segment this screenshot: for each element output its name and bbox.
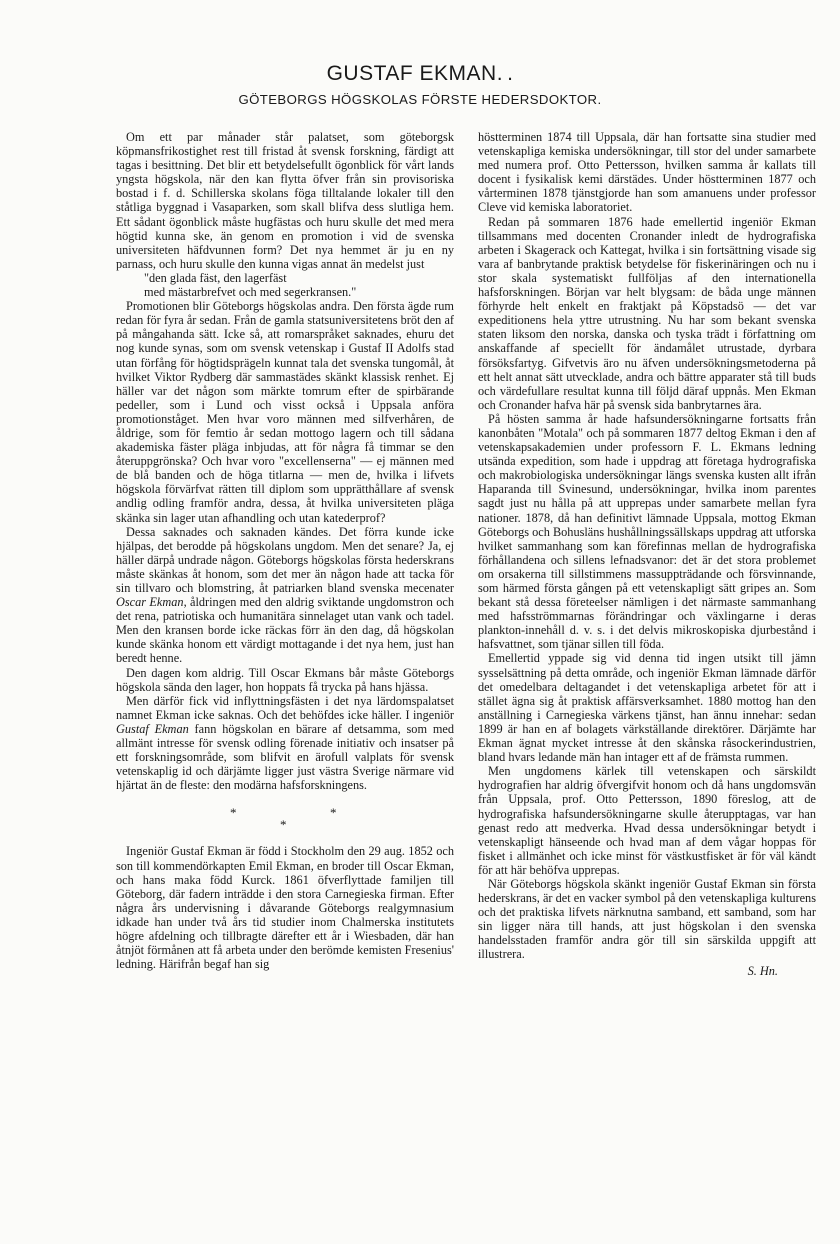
paragraph: Om ett par månader står palatset, som göteborgsk köpmansfrikostighet rest till fristad åt svensk forskning, färdigt att tagas i besittning. Det blir ett betydelsefullt ögonblick för vårt lands yngsta högskola, när den kan flytta öfver från sin provisoriska bostad i f. d. Schillerska skolans föga tilltalande lokaler till den ståtliga byggnad i Vasaparken, som skall blifva dess slutliga hem. Ett sådant ögonblick måste hugfästas och huru skulle det med mera högtid kunna ske, än genom en promotion i vid de svenska universiteten häfdvunnen form? Det nya hemmet är ju en ny parnass, och huru skulle den kunna vigas annat än medelst just bbox=[116, 130, 454, 271]
paragraph: Promotionen blir Göteborgs högskolas andra. Den första ägde rum redan för fyra år sedan. Från de gamla statsuniversitetens bröt den af på mångahanda sätt. Icke så, att romarspråket saknades, ehuru det nog kunde synas, som om svensk vetenskap i Gustaf II Adolfs stad utan förfång för högtidsprägeln kunnat tala det svenska tungomål, åt hvilket Viktor Rydberg där sammastädes skänkt klassisk renhet. Ej häller var det någon som märkte tomrum efter de spirbärande pedeller, som i Lund och visst också i Uppsala anföra promotionståget. Men hvar voro männen med silfverhåren, de åldrige, som för femtio år sedan mottogo lagern och till sådana akademiska fäster pläga inbjudas, att för några få timmar se den återuppgrönska? Och hvar voro "excellenserna" — ej männen med de blå banden och de höga titlarna — men de, hvilka i lifvets högskola förvärfvat rätten till diplom som upprätthållare af svensk andlig odling framför andra, dessa, åt hvilka universiteten pläga skänka sin lager utan afhandling och utan katederprof? bbox=[116, 299, 454, 525]
separator-star: * bbox=[280, 817, 287, 833]
separator-star: * bbox=[330, 805, 337, 821]
paragraph: Ingeniör Gustaf Ekman är född i Stockholm den 29 aug. 1852 och son till kommendörkapten Emil Ekman, en broder till Oscar Ekman, och hans maka född Kurck. 1861 öfverflyttade familjen till Göteborg, där fadern inträdde i den stora Carnegieska firman. Efter några års undervisning i dåvarande Göteborgs realgymnasium idkade han under två års tid studier inom Chalmerska institutets högre afdelning och tillbragte därefter ett år i Wiesbaden, där han åtnjöt förmånen att få arbeta under den berömde kemisten Fresenius' ledning. Härifrån begaf han sig bbox=[116, 844, 454, 972]
paragraph-text: Men därför fick vid inflyttningsfästen i det nya lärdomspalatset namnet Ekman icke saknas. Och det behöfdes icke häller. I ingeniör bbox=[116, 693, 454, 722]
paragraph bbox=[116, 694, 454, 793]
person-name: Gustaf Ekman bbox=[116, 721, 189, 736]
paragraph-text: Dessa saknades och saknaden kändes. Det förra kunde icke hjälpas, det berodde på högskolans ungdom. Men det senare? Ja, ej häller därpå undrade någon. Göteborgs högskolas första hederskrans måste skänkas åt honom, som det mer än någon hade att tacka för sin tillvaro och blomstring, åt patriarken bland svenska mecenater bbox=[116, 524, 454, 595]
paragraph bbox=[116, 525, 454, 666]
verse-quote bbox=[116, 271, 454, 299]
section-separator bbox=[116, 796, 454, 840]
left-column bbox=[116, 130, 454, 971]
article-title bbox=[0, 62, 840, 86]
paragraph: Den dagen kom aldrig. Till Oscar Ekmans bår måste Göteborgs högskola sända den lager, hon hoppats få trycka på hans hjässa. bbox=[116, 665, 454, 694]
paragraph: När Göteborgs högskola skänkt ingeniör Gustaf Ekman sin första hederskrans, är det en vacker symbol på den vetenskapliga kulturens och det praktiska lifvets närknutna samband, ett samband, som har sin ligger nära till hands, att just högskolan i den svenska handelsstaden framför andra gör till sin särskilda uppgift att illustrera. bbox=[478, 876, 816, 962]
person-name: Oscar Ekman bbox=[116, 595, 184, 610]
separator-star: * bbox=[230, 805, 237, 821]
paragraph: På hösten samma år hade hafsundersökningarne fortsatts från kanonbåten "Motala" och på sommaren 1877 deltog Ekman i den af vetenskapsakademien under professorn F. L. Ekmans ledning utsända expedition, som hade i uppdrag att företaga hydrografiska och makrobiologiska undersökningar längs svenska kusten allt ifrån Haparanda till Svinesund, undersökningar, hvilka inom parentes sagdt just nu hålla på att upprepas under samarbete mellan fyra nationer. 1878, då han definitivt lämnade Uppsala, mottog Ekman Göteborgs och Bohusläns hushållningssällskaps uppdrag att utforska hvilket sammanhang som kan förefinnas mellan de hydrografiska förhållandena och sillens lefnadsvanor: det är det stora problemet om orsakerna till sillstimmens massuppträdande och försvinnande, som härmed första gången på ett vetenskapligt sätt gripes an. Som bekant stå dessa företeelser nämligen i det närmaste sammanhang med hafsströmmarnas förändringar och växlingarne i deras plankton-innehåll d. v. s. i det delvis mikroskopiska djurbestånd i hafsvattnet, som tjänar sillen till föda. bbox=[478, 411, 816, 652]
paragraph: höstterminen 1874 till Uppsala, där han fortsatte sina studier med vetenskapliga kemiska undersökningar, till stor del under samarbete med numera prof. Otto Pettersson, hvilken samma år kallats till docent i fysikalisk kemi därstädes. Under höstterminen 1877 och vårterminen 1878 tjänstgjorde han som amanuens under professor Cleve vid kemiska laboratoriet. bbox=[478, 130, 816, 215]
paragraph: Emellertid yppade sig vid denna tid ingen utsikt till jämn sysselsättning på detta område, och ingeniör Ekman lämnade därför det omedelbara deltagandet i det vetenskapliga arbetet för att i stället ägna sig åt praktisk affärsverksamhet. 1880 mottog han den anställning i Carnegieska värkens tjänst, han ännu innehar: sedan 1899 är han en af bolagets värkställande direktörer. Därjämte har Ekman ägnat mycket intresse åt den skånska råsockerindustrien, bland hvars ledande män han intager ett af de främsta rummen. bbox=[478, 651, 816, 765]
title-mark: . bbox=[507, 62, 514, 85]
title-text: GUSTAF EKMAN. bbox=[326, 62, 504, 85]
paragraph-text: , åldringen med den aldrig sviktande ungdomstron och det rena, patriotiska och humanitära sinnelaget utan vank och tadel. Men den kransen borde icke räckas förr än den dag, då högskolan kunde skänka honom ett värdigt mottagande i det nya hem, just han beredt henne. bbox=[116, 595, 454, 666]
right-column bbox=[478, 130, 816, 978]
paragraph-text: fann högskolan en bärare af detsamma, som med allmänt intresse för svensk odling förenade initiativ och insatser på ett forskningsområde, som blifvit en ärofull valplats för svensk vetenskaplig id och därjämte ligger just västra Sverige närmare vid hjärtat än de fleste: den modärna hafsforskningens. bbox=[116, 721, 454, 793]
article-subtitle: GÖTEBORGS HÖGSKOLAS FÖRSTE HEDERSDOKTOR. bbox=[238, 92, 602, 107]
verse-line: med mästarbrefvet och med segerkransen." bbox=[144, 285, 357, 300]
verse-line: "den glada fäst, den lagerfäst bbox=[144, 270, 287, 285]
author-signature: S. Hn. bbox=[747, 963, 778, 978]
paragraph: Redan på sommaren 1876 hade emellertid ingeniör Ekman tillsammans med docenten Cronander inledt de hydrografiska arbeten i Skagerack och Kattegat, hvilka i sin fortsättning visade sig vara af banbrytande praktisk betydelse för fiskerinäringen och nu i stor skala systematiskt fullföljas af den internationella hafsforskningen. Början var helt blygsam: de båda unge männen förhyrde helt enkelt en fraktjakt på Köpstadsö — det var expeditionens hela yttre utrustning. Nu har som bekant svenska staten liksom den norska, danska och tyska trädt i författning om anskaffande af speciellt för ändamålet utrustade, dyrbara försöksfartyg. Gifvetvis äro nu äfven undersökningsmetoderna på ett helt annat sätt utvecklade, andra och bättre apparater stå till buds och värdefullare resultat kunna till följd däraf uppnås. Men Ekman och Cronander hafva här på svensk sida banbrytarnes ära. bbox=[478, 214, 816, 412]
paragraph: Men ungdomens kärlek till vetenskapen och särskildt hydrografien har aldrig öfvergifvit honom och då hans ungdomsvän från Uppsala, prof. Otto Pettersson, 1890 föreslog, att de hydrografiska hafsundersökningarne skulle återupptagas, var han genast redo att medverka. Hvad dessa undersökningar betydt i vetenskapligt hänseende och hvad man af dem vågar hoppas för fisket i allmänhet och icke minst för västkustfisket är för väl kändt för att här behöfva upprepas. bbox=[478, 764, 816, 877]
